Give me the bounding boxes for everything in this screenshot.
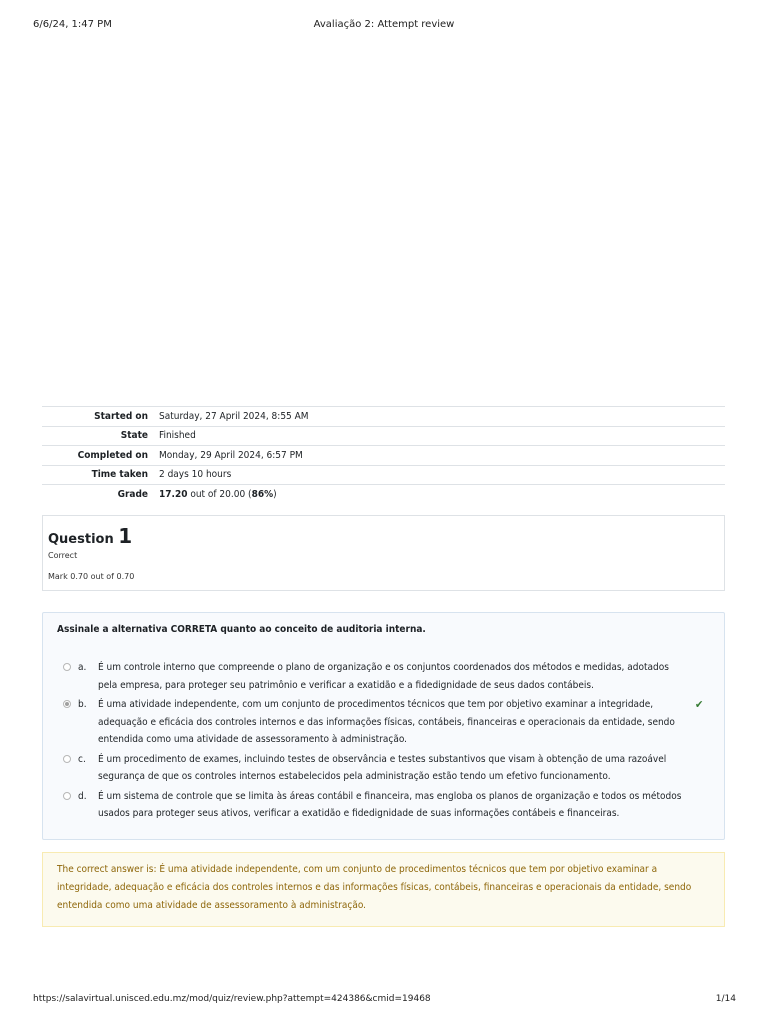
- summary-value: 2 days 10 hours: [159, 465, 725, 485]
- print-page-number: 1/14: [715, 994, 736, 1004]
- summary-label: Time taken: [42, 465, 159, 485]
- answer-letter: c.: [78, 753, 86, 765]
- print-url: https://salavirtual.unisced.edu.mz/mod/quiz/review.php?attempt=424386&cmid=19468: [33, 994, 431, 1004]
- radio-button[interactable]: [63, 755, 71, 763]
- summary-row-time-taken: [42, 465, 725, 485]
- question-state: Correct: [48, 551, 78, 560]
- question-number: 1: [118, 524, 133, 548]
- answer-option-d[interactable]: [57, 788, 717, 823]
- summary-value: Saturday, 27 April 2024, 8:55 AM: [159, 407, 725, 427]
- summary-row-completed: [42, 446, 725, 466]
- summary-row-state: [42, 426, 725, 446]
- answer-text: É um sistema de controle que se limita às áreas contábil e financeira, mas engloba os planos de organização e todos os métodos usados para proteger seus ativos, verificar a exatidão e fidedignidade de suas informações contábeis e financeiras.: [98, 790, 682, 819]
- radio-button-selected[interactable]: [63, 700, 71, 708]
- answer-option-a[interactable]: [57, 659, 717, 694]
- answer-option-b[interactable]: [57, 696, 717, 749]
- summary-value: Finished: [159, 426, 725, 446]
- question-prefix: Question: [48, 532, 114, 547]
- grade-out-of: out of 20.00 (: [187, 489, 252, 500]
- attempt-summary-table: [42, 406, 725, 504]
- radio-button[interactable]: [63, 663, 71, 671]
- radio-button[interactable]: [63, 792, 71, 800]
- correct-answer-feedback: [42, 852, 725, 927]
- answer-list: [57, 659, 717, 825]
- summary-value: Monday, 29 April 2024, 6:57 PM: [159, 446, 725, 466]
- question-mark: Mark 0.70 out of 0.70: [48, 572, 135, 581]
- question-formulation: [42, 612, 725, 840]
- answer-letter: a.: [78, 662, 87, 673]
- check-icon: ✔: [695, 698, 704, 711]
- answer-text: É um procedimento de exames, incluindo testes de observância e testes substantivos que visam à obtenção de uma razoável segurança de que os controles internos estabelecidos pela administração estão tendo um efetivo funcionamento.: [98, 753, 667, 782]
- question-title: [48, 524, 132, 548]
- feedback-text: The correct answer is: É uma atividade independente, com um conjunto de procedimentos técnicos que tem por objetivo examinar a integridade, adequação e eficácia dos controles internos e das informações físicas, contábeis, financeiras e operacionais da entidade, sendo entendida como uma atividade de assessoramento à administração.: [57, 864, 692, 911]
- print-datetime: 6/6/24, 1:47 PM: [33, 19, 112, 30]
- summary-row-grade: [42, 485, 725, 505]
- answer-text: É um controle interno que compreende o plano de organização e os conjuntos coordenados dos métodos e medidas, adotados pela empresa, para proteger seu patrimônio e verificar a exatidão e a fidedignidade de seus dados contábeis.: [98, 662, 669, 691]
- answer-letter: b.: [78, 699, 87, 710]
- summary-row-started: [42, 407, 725, 427]
- grade-close: ): [273, 489, 277, 500]
- summary-label: Grade: [42, 485, 159, 505]
- answer-letter: d.: [78, 790, 87, 802]
- summary-label: State: [42, 426, 159, 446]
- question-info-box: [42, 515, 725, 591]
- question-text: Assinale a alternativa CORRETA quanto ao conceito de auditoria interna.: [57, 624, 426, 635]
- grade-points: 17.20: [159, 489, 188, 500]
- grade-percent: 86%: [251, 489, 274, 500]
- print-page-title: Avaliação 2: Attempt review: [313, 19, 455, 30]
- answer-text: É uma atividade independente, com um conjunto de procedimentos técnicos que tem por objetivo examinar a integridade, adequação e eficácia dos controles internos e das informações físicas, contábeis, financeiras e operacionais da entidade, sendo entendida como uma atividade de assessoramento à administração.: [98, 699, 675, 745]
- grade-value: [159, 485, 725, 505]
- answer-option-c[interactable]: [57, 751, 717, 786]
- summary-label: Completed on: [42, 446, 159, 466]
- summary-label: Started on: [42, 407, 159, 427]
